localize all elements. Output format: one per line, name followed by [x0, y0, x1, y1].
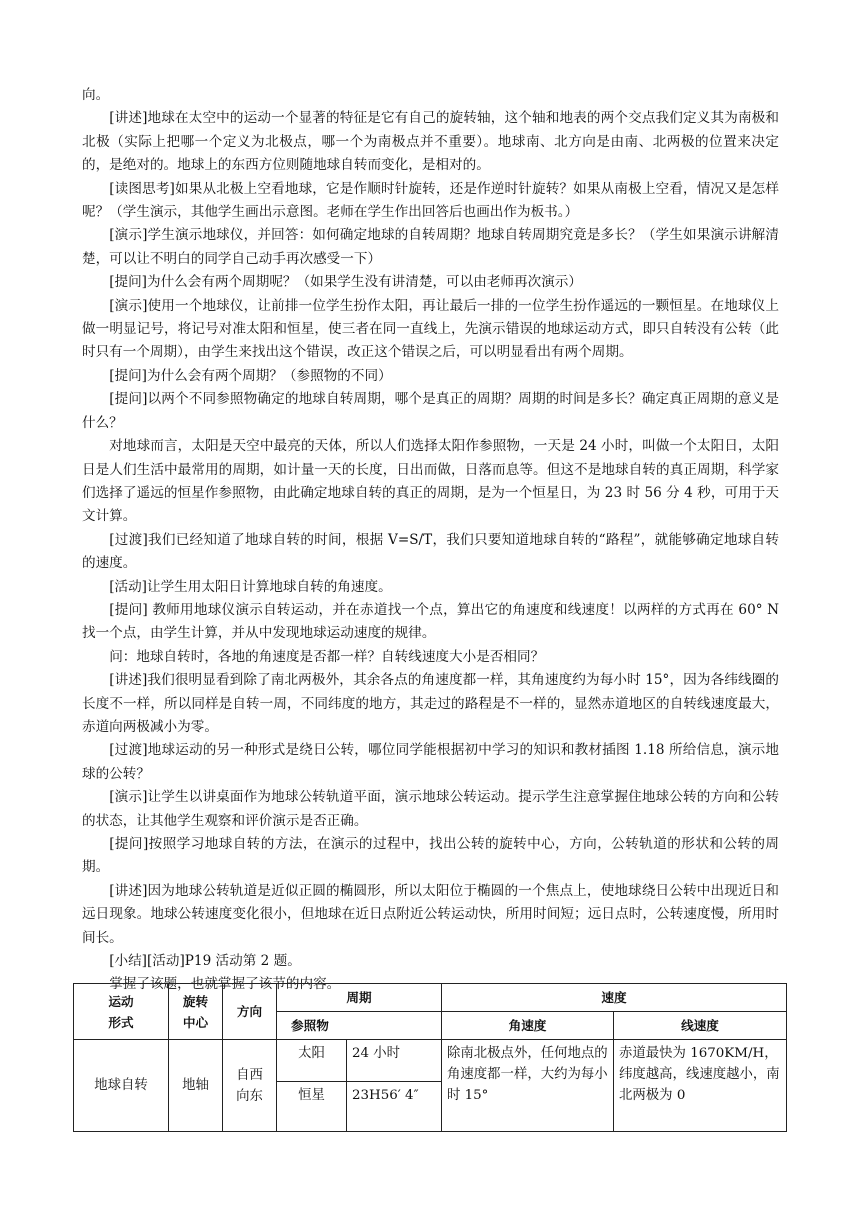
header-period: 周期	[277, 984, 442, 1012]
paragraph-transition-revolution: [过渡]地球运动的另一种形式是绕日公转，哪位同学能根据初中学习的知识和教材插图 1.18 所给信息，演示地球的公转？	[82, 742, 779, 782]
paragraph-demo-globe: [演示]学生演示地球仪，并回答：如何确定地球的自转周期？地球自转周期究竟是多长？（学生如果演示讲解清楚，可以让不明白的同学自己动手再次感受一下）	[82, 227, 779, 267]
table-header-row	[74, 984, 787, 1012]
paragraph-question-reference: [提问]为什么会有两个周期？（参照物的不同）	[109, 367, 392, 384]
cell-period-sun: 24 小时	[347, 1040, 442, 1082]
paragraph-continuation: 向。	[82, 87, 110, 103]
header-direction: 方向	[223, 984, 277, 1040]
paragraph-lecture-speed: [讲述]我们很明显看到除了南北两极外，其余各点的角速度都一样，其角速度约为每小时 15°，因为各纬线圈的长度不一样，所以同样是自转一周，不同纬度的地方，其走过的路程是不一样的，显然赤道地区的自转线速度最大，赤道向两极减小为零。	[82, 672, 779, 735]
paragraph-ask-speed: 问：地球自转时，各地的角速度是否都一样？自转线速度大小是否相同？	[109, 648, 545, 665]
header-reference: 参照物	[277, 1012, 442, 1040]
cell-reference-sun: 太阳	[277, 1040, 347, 1082]
cell-center: 地轴	[169, 1040, 223, 1132]
paragraph-lecture-axis: [讲述]地球在太空中的运动一个显著的特征是它有自己的旋转轴，这个轴和地表的两个交点我们定义其为南极和北极（实际上把哪一个定义为北极点，哪一个为南极点并不重要）。地球南、北方向是由南、北两极的位置来决定的，是绝对的。地球上的东西方位则随地球自转而变化，是相对的。	[82, 110, 779, 174]
cell-angular-speed: 除南北极点外，任何地点的角速度都一样，大约为每小时 15°	[442, 1040, 614, 1132]
paragraph-summary-activity: [小结][活动]P19 活动第 2 题。	[109, 953, 301, 970]
paragraph-conclusion: 掌握了该题，也就掌握了该节的内容。	[109, 976, 341, 993]
header-speed: 速度	[442, 984, 787, 1012]
paragraph-question-true-period: [提问]以两个不同参照物确定的地球自转周期，哪个是真正的周期？周期的时间是多长？确定真正周期的意义是什么？	[82, 391, 779, 431]
cell-reference-star: 恒星	[277, 1082, 347, 1132]
header-angular-speed: 角速度	[442, 1012, 614, 1040]
cell-form: 地球自转	[74, 1040, 169, 1132]
paragraph-demo-revolution: [演示]让学生以讲桌面作为地球公转轨道平面，演示地球公转运动。提示学生注意掌握住地球公转的方向和公转的状态，让其他学生观察和评价演示是否正确。	[82, 789, 779, 829]
summary-table	[73, 983, 787, 1132]
paragraph-lecture-orbit: [讲述]因为地球公转轨道是近似正圆的椭圆形，所以太阳位于椭圆的一个焦点上，使地球绕日公转中出现近日和远日现象。地球公转速度变化很小，但地球在近日点附近公转运动快，所用时间短；远日点时，公转速度慢，所用时间长。	[82, 882, 779, 946]
table-row	[74, 1040, 787, 1082]
cell-direction: 自西 向东	[223, 1040, 277, 1132]
paragraph-demo-sun-star: [演示]使用一个地球仪，让前排一位学生扮作太阳，再让最后一排的一位学生扮作遥远的一颗恒星。在地球仪上做一明显记号，将记号对准太阳和恒星，使三者在同一直线上，先演示错误的地球运动方式，即只自转没有公转（此时只有一个周期），由学生来找出这个错误，改正这个错误之后，可以明显看出有两个周期。	[82, 297, 779, 361]
paragraph-question-two-periods: [提问]为什么会有两个周期呢？（如果学生没有讲清楚，可以由老师再次演示）	[109, 274, 582, 291]
paragraph-activity-angular: [活动]让学生用太阳日计算地球自转的角速度。	[109, 578, 392, 595]
paragraph-map-thinking: [读图思考]如果从北极上空看地球，它是作顺时针旋转，还是作逆时针旋转？如果从南极上空看，情况又是怎样呢？（学生演示，其他学生画出示意图。老师在学生作出回答后也画出作为板书。）	[82, 180, 779, 221]
header-linear-speed: 线速度	[614, 1012, 787, 1040]
paragraph-transition-speed: [过渡]我们已经知道了地球自转的时间，根据 V=S/T，我们只要知道地球自转的“路程”，就能够确定地球自转的速度。	[82, 531, 779, 572]
header-rotation-center: 旋转 中心	[169, 984, 223, 1040]
paragraph-question-revolution: [提问]按照学习地球自转的方法，在演示的过程中，找出公转的旋转中心，方向，公转轨道的形状和公转的周期。	[82, 836, 779, 876]
paragraph-solar-sidereal-day: 对地球而言，太阳是天空中最亮的天体，所以人们选择太阳作参照物，一天是 24 小时，叫做一个太阳日，太阳日是人们生活中最常用的周期，如计量一天的长度，日出而做，日落而息等。但这不是地球自转的真正周期，科学家们选择了遥远的恒星作参照物，由此确定地球自转的真正的周期，是为一个恒星日，为 23 时 56 分 4 秒，可用于天文计算。	[82, 438, 779, 525]
header-motion-form: 运动 形式	[74, 984, 169, 1040]
cell-linear-speed: 赤道最快为 1670KM/H，纬度越高，线速度越小，南北两极为 0	[614, 1040, 787, 1132]
paragraph-question-equator: [提问] 教师用地球仪演示自转运动，并在赤道找一个点，算出它的角速度和线速度！以两样的方式再在 60° N 找一个点，由学生计算，并从中发现地球运动速度的规律。	[82, 601, 779, 642]
document-body	[82, 84, 779, 997]
cell-period-star: 23H56′ 4″	[347, 1082, 442, 1132]
